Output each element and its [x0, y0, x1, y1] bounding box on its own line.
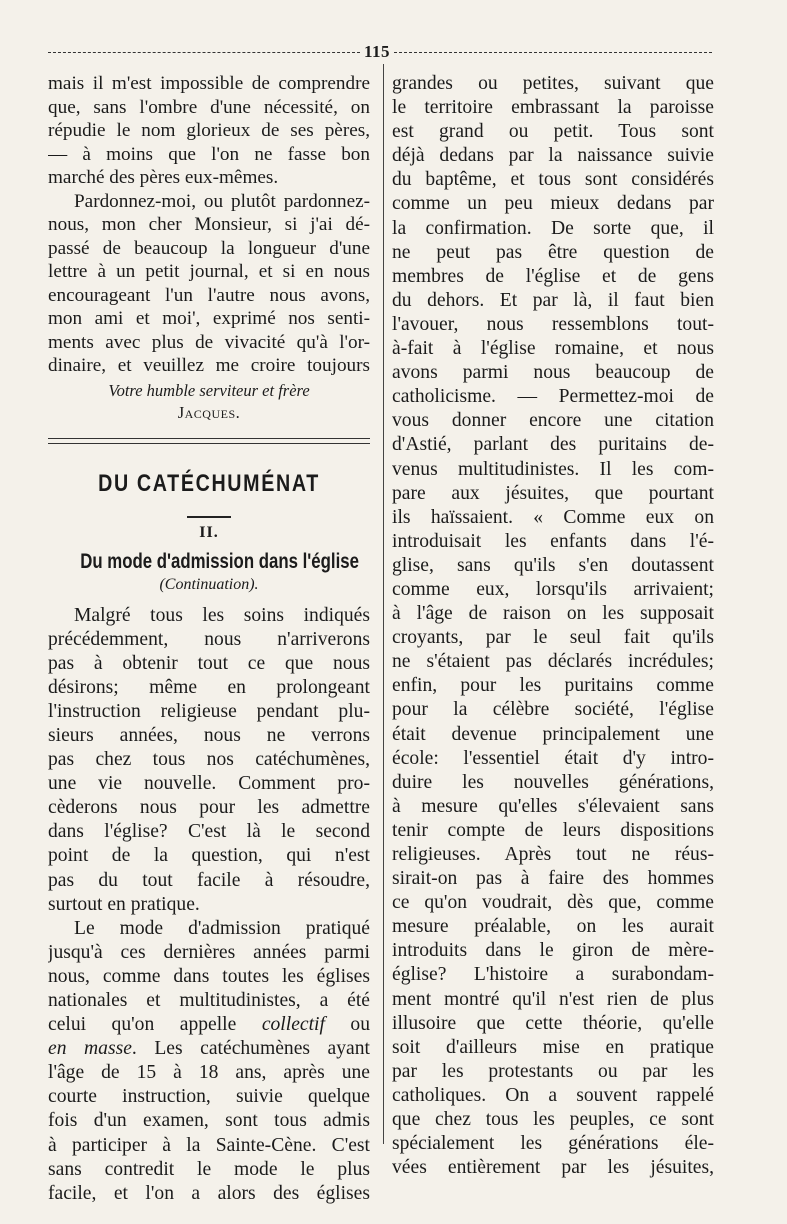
text-line: vées entièrement par les jésuites,: [392, 1157, 714, 1179]
page-number: 115: [363, 42, 391, 61]
text-line: du baptême, et tous sont considérés: [392, 169, 714, 191]
text-line: venus multitudinistes. Il les com-: [392, 458, 714, 480]
right-column: [392, 72, 714, 1180]
text-line: catholiques. On a souvent rappelé: [392, 1084, 714, 1106]
text-line: le territoire embrassant la paroisse: [392, 97, 714, 119]
text-line: du dehors. Et par là, il faut bien: [392, 289, 714, 311]
letter-ending: [48, 72, 370, 378]
article-body: [48, 604, 370, 1206]
text-line: illusoire que cette théorie, qu'elle: [392, 1012, 714, 1034]
text-line: à participer à la Sainte-Cène. C'est: [48, 1134, 370, 1156]
text-line: ce qu'on voudrait, dès que, comme: [392, 892, 714, 914]
text-line: dinaire, et veuillez me croire toujours: [48, 355, 370, 376]
text-line: en masse. Les catéchumènes ayant: [48, 1038, 370, 1060]
text-line: grandes ou petites, suivant que: [392, 73, 714, 94]
text-line: ment montré qu'il n'est rien de plus: [392, 988, 714, 1010]
text-line: sans contredit le mode le plus: [48, 1158, 370, 1180]
text-line: glise, sans qu'ils s'en doutassent: [392, 554, 714, 576]
text-line: était devenue principalement une: [392, 723, 714, 745]
text-line: Pardonnez-moi, ou plutôt pardonnez-: [74, 190, 370, 212]
text-line: ils haïssaient. « Comme eux on: [392, 506, 714, 528]
text-line: pour la célèbre société, l'église: [392, 699, 714, 721]
text-line: à l'âge de raison on les supposait: [392, 603, 714, 625]
text-line: Malgré tous les soins indiqués: [74, 604, 370, 626]
text-line: vous donner encore une citation: [392, 410, 714, 432]
text-line: spécialement les générations éle-: [392, 1133, 714, 1155]
text-line: religieuses. Après tout ne réus-: [392, 844, 714, 865]
text-line: fois d'un examen, sont tous admis: [48, 1110, 370, 1132]
signature-name: Jacques.: [177, 402, 241, 422]
text-line: mais il m'est impossible de comprendre: [48, 73, 370, 94]
text-line: sirait-on pas à faire des hommes: [392, 868, 714, 890]
section-divider: [48, 438, 370, 444]
text-line: une vie nouvelle. Comment pro-: [48, 773, 370, 795]
text-line: comme eux, lorsqu'ils arrivaient;: [392, 578, 714, 600]
text-line: mon ami et moi', exprimé nos senti-: [48, 308, 370, 329]
text-line: nous, mon cher Monsieur, si j'ai dé-: [48, 214, 370, 235]
header-rule-right: [394, 52, 712, 53]
text-line: par les protestants ou par les: [392, 1060, 714, 1082]
text-line: ne s'étaient pas déclarés incrédules;: [392, 651, 714, 673]
text-line: introduits dans le giron de mère-: [392, 940, 714, 962]
text-line: — à moins que l'on ne fasse bon: [48, 143, 370, 165]
text-line: est grand ou petit. Tous sont: [392, 121, 714, 143]
text-line: catholicisme. — Permettez-moi de: [392, 386, 714, 408]
text-line: ne peut pas être question de: [392, 241, 714, 263]
text-line: pas chez tous nos catéchumènes,: [48, 749, 370, 771]
text-line: nous, comme dans toutes les églises: [48, 965, 370, 987]
title-rule: [187, 516, 231, 518]
text-line: que chez tous les peuples, ce sont: [392, 1109, 714, 1131]
text-line: jusqu'à ces dernières années parmi: [48, 941, 370, 963]
text-line: répudie le nom glorieux de ses pères,: [48, 120, 370, 141]
continuation-note: (Continuation).: [159, 575, 259, 593]
text-line: membres de l'église et de gens: [392, 265, 714, 287]
column-divider: [383, 64, 384, 1144]
text-line: facile, et l'on a alors des églises: [48, 1182, 370, 1204]
right-column-body: [392, 72, 714, 1180]
text-line: comme un peu mieux dedans par: [392, 193, 714, 215]
text-line: Le mode d'admission pratiqué: [74, 917, 370, 939]
text-line: duire les nouvelles générations,: [392, 771, 714, 793]
text-line: précédemment, nous n'arriverons: [48, 628, 370, 650]
text-line: croyants, par le seul fait qu'ils: [392, 627, 714, 649]
text-line: à-fait à l'église romaine, et nous: [392, 338, 714, 360]
text-line: que, sans l'ombre d'une nécessité, on: [48, 96, 370, 118]
text-line: point de la question, qui n'est: [48, 845, 370, 867]
text-line: nationales et multitudinistes, a été: [48, 990, 370, 1011]
left-column: [48, 72, 370, 1206]
subheading: Du mode d'admission dans l'église: [80, 549, 359, 573]
text-line: encourageant l'un l'autre nous avons,: [48, 284, 370, 306]
text-line: marché des pères eux-mêmes.: [48, 167, 279, 188]
text-line: surtout en pratique.: [48, 893, 200, 915]
text-line: à mesure qu'elles s'élevaient sans: [392, 795, 714, 817]
text-line: l'instruction religieuse pendant plu-: [48, 700, 370, 722]
text-line: sieurs années, nous ne verrons: [48, 724, 370, 746]
text-line: courte instruction, suivie quelque: [48, 1086, 370, 1108]
text-line: pare aux jésuites, que pourtant: [392, 482, 714, 504]
text-line: ments avec plus de vivacité qu'à l'or-: [48, 331, 370, 353]
section-number: II.: [199, 523, 219, 541]
text-line: pas du tout facile à résoudre,: [48, 869, 370, 891]
text-line: l'avouer, nous ressemblons tout-: [392, 313, 714, 335]
text-line: soit d'ailleurs mise en pratique: [392, 1036, 714, 1058]
emphasis: en masse: [48, 1038, 132, 1060]
text-line: dans l'église? C'est là le second: [48, 821, 370, 843]
section-title: DU CATÉCHUMÉNAT: [98, 469, 320, 497]
emphasis: collectif: [261, 1014, 325, 1036]
text-line: la confirmation. De sorte que, il: [392, 217, 714, 239]
text-line: enfin, pour les puritains comme: [392, 675, 714, 697]
text-line: pas à obtenir tout ce que nous: [48, 652, 370, 674]
text-line: introduisait les enfants dans l'é-: [392, 530, 714, 552]
text-line: avons parmi nous beaucoup de: [392, 362, 714, 384]
text-line: celui qu'on appelle collectif ou: [48, 1014, 370, 1036]
text-line: passé de beaucoup la longueur d'une: [48, 237, 370, 259]
text-line: désirons; même en prolongeant: [48, 676, 370, 698]
text-line: église? L'histoire a surabondam-: [392, 964, 714, 986]
signature-closing: Votre humble serviteur et frère: [108, 380, 310, 400]
text-line: mesure préalable, on les aurait: [392, 916, 714, 938]
text-line: déjà dedans par la naissance suivie: [392, 145, 714, 167]
text-line: d'Astié, parlant des puritains de-: [392, 434, 714, 456]
text-line: école: l'essentiel était d'y intro-: [392, 747, 714, 769]
header-rule-left: [48, 52, 360, 53]
text-line: tenir compte de leurs dispositions: [392, 819, 714, 841]
text-line: lettre à un petit journal, et si en nous: [48, 261, 370, 282]
text-line: cèderons nous pour les admettre: [48, 797, 370, 819]
text-line: l'âge de 15 à 18 ans, après une: [48, 1062, 370, 1084]
